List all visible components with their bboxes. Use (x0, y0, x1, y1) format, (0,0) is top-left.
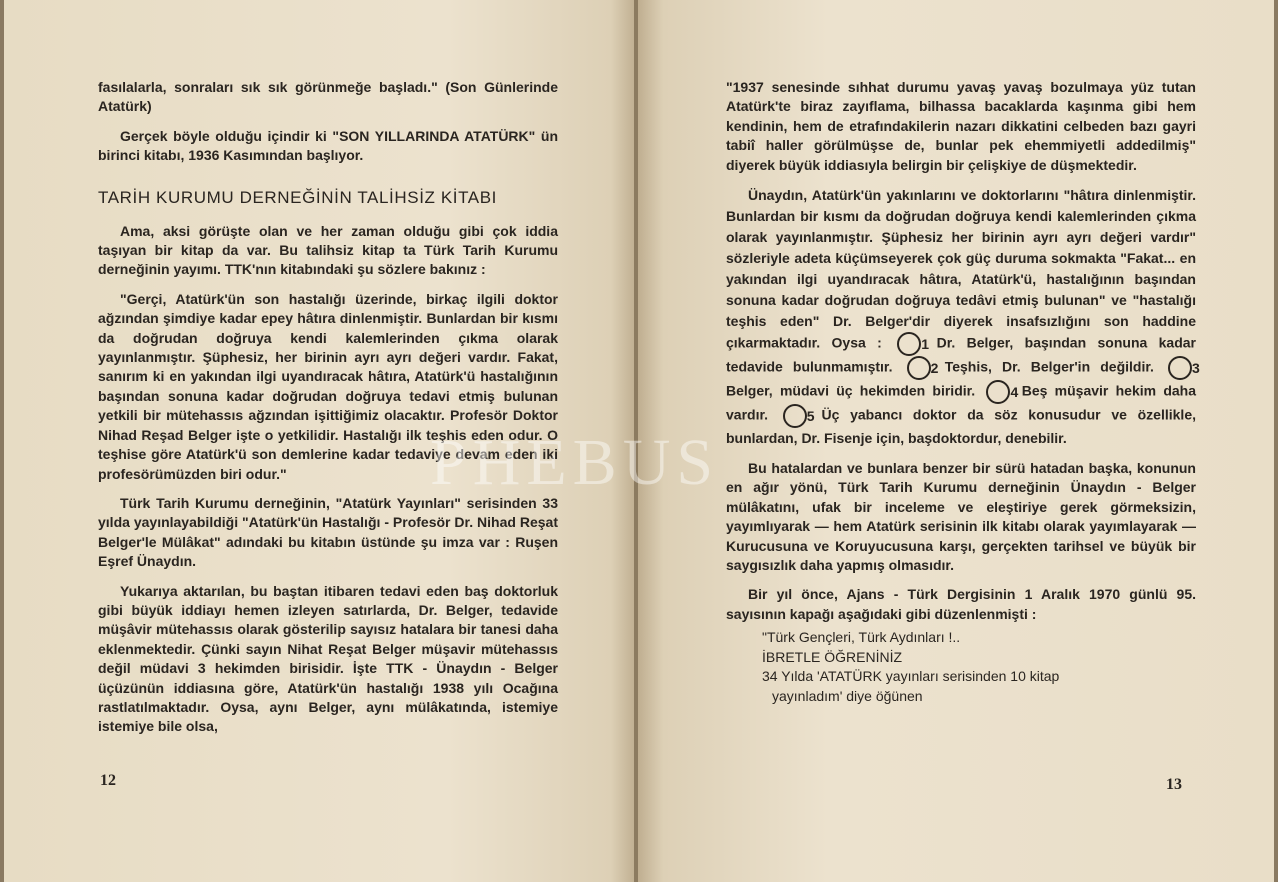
quote-line-4: yayınladım' diye öğünen (772, 687, 923, 704)
left-paragraph-3: Ama, aksi görüşte olan ve her zaman olduğu gibi çok iddia taşıyan bir kitap da var. Bu talihsiz kitap ta Türk Tarih Kurumu derneğinin yayımı. TTK'nın kitabındaki şu sözlere bakınız : (98, 222, 558, 278)
left-page-number: 12 (100, 772, 116, 789)
right-page-number: 13 (1166, 776, 1182, 793)
point-3-text: Belger, müdavi üç hekimden biridir. (726, 382, 976, 399)
left-paragraph-6: Yukarıya aktarılan, bu baştan itibaren tedavi eden baş doktorluk gibi büyük iddiayı hemen izleyen satırlarda, Dr. Belger, tedavide müşâvir mütehassıs olarak gösterilip sayısız hatalara bir tanesi daha eklenmektedir. Çünki sayın Nihat Reşat Belger müşavir mütehassıs değil müdavi 3 hekimden birisidir. İşte TTK - Ünaydın - Belger üçüzünün iddiasına göre, Atatürk'ün hastalığı 1938 yılı Ocağına rastlatılmaktadır. Oysa, aynı Belger, aynı mülâkatında, istemiye istemiye bile olsa, (98, 582, 558, 735)
right-paragraph-4: Bir yıl önce, Ajans - Türk Dergisinin 1 Aralık 1970 günlü 95. sayısının kapağı aşağıdaki gibi düzenlenmişti : (726, 586, 1196, 622)
point-1-text: Dr. Belger, başından sonuna kadar tedavide bulunmamıştır. (726, 334, 1197, 375)
quote-line-2: İBRETLE ÖĞRENİNİZ (762, 648, 903, 665)
magazine-cover-quote (762, 628, 1196, 706)
left-text-column (98, 78, 558, 747)
left-quote-paragraph: "Gerçi, Atatürk'ün son hastalığı üzerinde, birkaç ilgili doktor ağzından şimdiye kadar epey hâtıra dinlenmiştir. Bunlardan bir kısmı da doğrudan doğruya kendi kalemlerinden çıkma olarak yayınlanmıştır. Şüphesiz, her birinin ayrı ayrı değeri vardır. Fakat, sanırım ki en yakından ilgi uyandıracak hâtıra, Atatürk'ü hastalığının başından sonuna kadar doğrudan doğruya tedavi etmiş bulunan yetkili bir mütehassıs ağzından işittiğimiz olacaktır. Profesör Doktor Nihad Reşad Belger işte o yetkilidir. Hastalığı ilk teşhis eden odur. O teşhise göre Atatürk'ü son demlerine kadar tedaviye devam eden iki profesörümüzden biri odur." (98, 290, 558, 482)
point-2-text: Teşhis, Dr. Belger'in değildir. (944, 358, 1154, 375)
left-paragraph-2: Gerçek böyle olduğu içindir ki "SON YILLARINDA ATATÜRK" ün birinci kitabı, 1936 Kasımından başlıyor. (98, 127, 558, 164)
right-paragraph-2-text: Ünaydın, Atatürk'ün yakınlarını ve doktorlarını "hâtıra dinlenmiştir. Bunlardan bir kısmı da doğrudan doğruya kendi kalemlerinden çıkma olarak yayınlanmıştır. Şüphesiz her birinin ayrı ayrı değeri vardır" sözleriyle adeta küçümseyerek çok güç duruma sokmakta "Fakat... en yakından ilgi uyandıracak hâtıra, Atatürk'ü, hastalığının başından sonuna kadar doğrudan doğruya tedâvi etmiş bulunan" ve "hastalığı teşhis eden" Dr. Belger'dir diyerek insafsızlığını son haddine çıkarmaktadır. Oysa : (726, 187, 1196, 351)
number-4-circle-icon: 4 (986, 380, 1010, 404)
point-4-text: Beş müşavir hekim daha vardır. (726, 382, 1197, 423)
right-paragraph-3: Bu hatalardan ve bunlara benzer bir sürü hatadan başka, konunun en ağır yönü, Türk Tarih Kurumu derneğinin Ünaydın - Belger mülâkatını, ufak bir inceleme ve eleştiriye gerek görmeksizin, yayımlıyarak — hem Atatürk serisinin ilk kitabı olarak yayımlayarak — Kurucusuna ve Koruyucusuna karşı, gerçekten tarihsel ve büyük bir saygısızlık daha yapmış olmasıdır. (726, 460, 1196, 574)
left-paragraph-5: Türk Tarih Kurumu derneğinin, "Atatürk Yayınları" serisinden 33 yılda yayınlayabildiği "Atatürk'ün Hastalığı - Profesör Dr. Nihad Reşat Belger'le Mülâkat" adındaki bu kitabın üstünde şu imza var : Ruşen Eşref Ünaydın. (98, 494, 558, 570)
right-page (638, 0, 1278, 882)
section-heading: TARİH KURUMU DERNEĞİNİN TALİHSİZ KİTABI (98, 187, 498, 207)
number-2-circle-icon: 2 (907, 356, 931, 380)
quote-line-3: 34 Yılda 'ATATÜRK yayınları serisinden 10 kitap (762, 668, 1060, 685)
number-5-circle-icon: 5 (783, 404, 807, 428)
watermark: PHEBUS (430, 426, 720, 499)
right-paragraph-1: "1937 senesinde sıhhat durumu yavaş yavaş bozulmaya yüz tutan Atatürk'te biraz zayıflama, bilhassa bacaklarda kaşınma gibi hem kendinin, hem de etrafındakilerin nazarı dikkatini celbeden bazı gayri tabiî haller görülmüşse de, bunlar pek ehemmiyetli addedilmiş" diyerek büyük iddiasıyla belirgin bir çelişkiye de düşmektedir. (726, 79, 1196, 173)
point-5-text: Üç yabancı doktor da söz konusudur ve özellikle, bunlardan, Dr. Fisenje için, başdoktordur, denebilir. (726, 406, 1196, 447)
quote-line-1: "Türk Gençleri, Türk Aydınları !.. (762, 629, 961, 646)
number-1-circle-icon: 1 (897, 332, 921, 356)
right-text-column (726, 78, 1200, 706)
right-paragraph-2 (726, 185, 1200, 449)
number-3-circle-icon: 3 (1168, 356, 1192, 380)
left-paragraph-1: fasılalarla, sonraları sık sık görünmeğe başladı." (Son Günlerinde Atatürk) (98, 79, 558, 115)
